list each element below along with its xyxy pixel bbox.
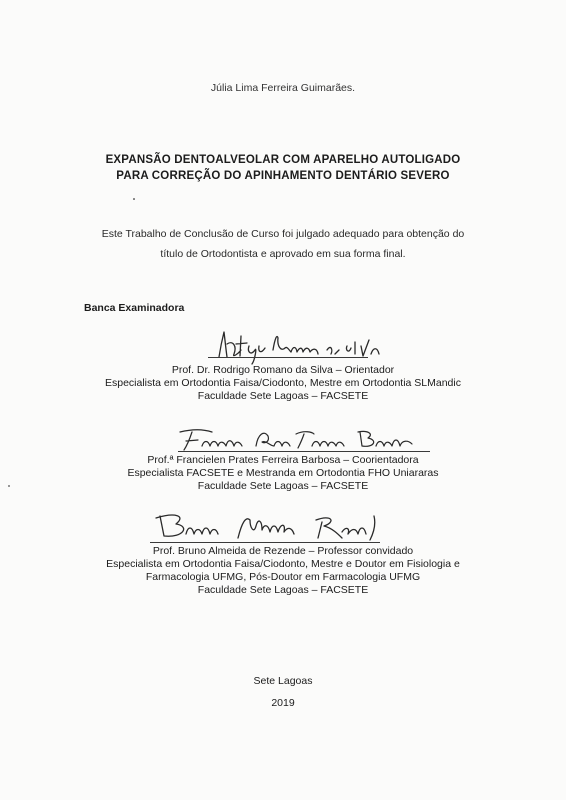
title-line-1: EXPANSÃO DENTOALVEOLAR COM APARELHO AUTOLIGADO (105, 154, 461, 166)
signature-2 (172, 424, 432, 454)
signature-1 (205, 324, 385, 366)
member-2-credentials: Especialista FACSETE e Mestranda em Ortodontia FHO Uniararas (127, 467, 439, 479)
footer-city: Sete Lagoas (253, 675, 313, 687)
member-1-credentials: Especialista em Ortodontia Faisa/Ciodonto, Mestre em Ortodontia SLMandic (104, 377, 461, 389)
title-line-2: PARA CORREÇÃO DO APINHAMENTO DENTÁRIO SEVERO (116, 170, 450, 182)
member-1-institution: Faculdade Sete Lagoas – FACSETE (197, 390, 369, 402)
member-3-name: Prof. Bruno Almeida de Rezende – Professor convidado (152, 545, 414, 557)
signature-line-1 (208, 357, 368, 358)
statement-line-2: título de Ortodontista e aprovado em sua forma final. (160, 248, 406, 260)
scan-speck (8, 485, 10, 487)
author-name: Júlia Lima Ferreira Guimarães. (210, 82, 356, 94)
member-2-name: Prof.ª Francielen Prates Ferreira Barbosa – Coorientadora (147, 454, 419, 466)
banca-label: Banca Examinadora (84, 302, 185, 314)
member-2 (0, 454, 566, 493)
member-3-credentials-line-1: Especialista em Ortodontia Faisa/Ciodonto, Mestre e Doutor em Fisiologia e (106, 558, 460, 570)
member-3-institution: Faculdade Sete Lagoas – FACSETE (197, 584, 369, 596)
signature-line-3 (150, 542, 380, 543)
approval-statement (0, 224, 566, 264)
thesis-title (0, 152, 566, 184)
member-3-credentials-line-2: Farmacologia UFMG, Pós-Doutor em Farmacologia UFMG (145, 571, 421, 583)
member-3 (0, 545, 566, 597)
member-1-name: Prof. Dr. Rodrigo Romano da Silva – Orientador (171, 364, 395, 376)
statement-line-1: Este Trabalho de Conclusão de Curso foi julgado adequado para obtenção do (101, 228, 465, 240)
scan-speck (133, 198, 135, 200)
signature-line-2 (178, 451, 430, 452)
footer-year: 2019 (271, 697, 295, 709)
member-1 (0, 364, 566, 403)
member-2-institution: Faculdade Sete Lagoas – FACSETE (197, 480, 369, 492)
